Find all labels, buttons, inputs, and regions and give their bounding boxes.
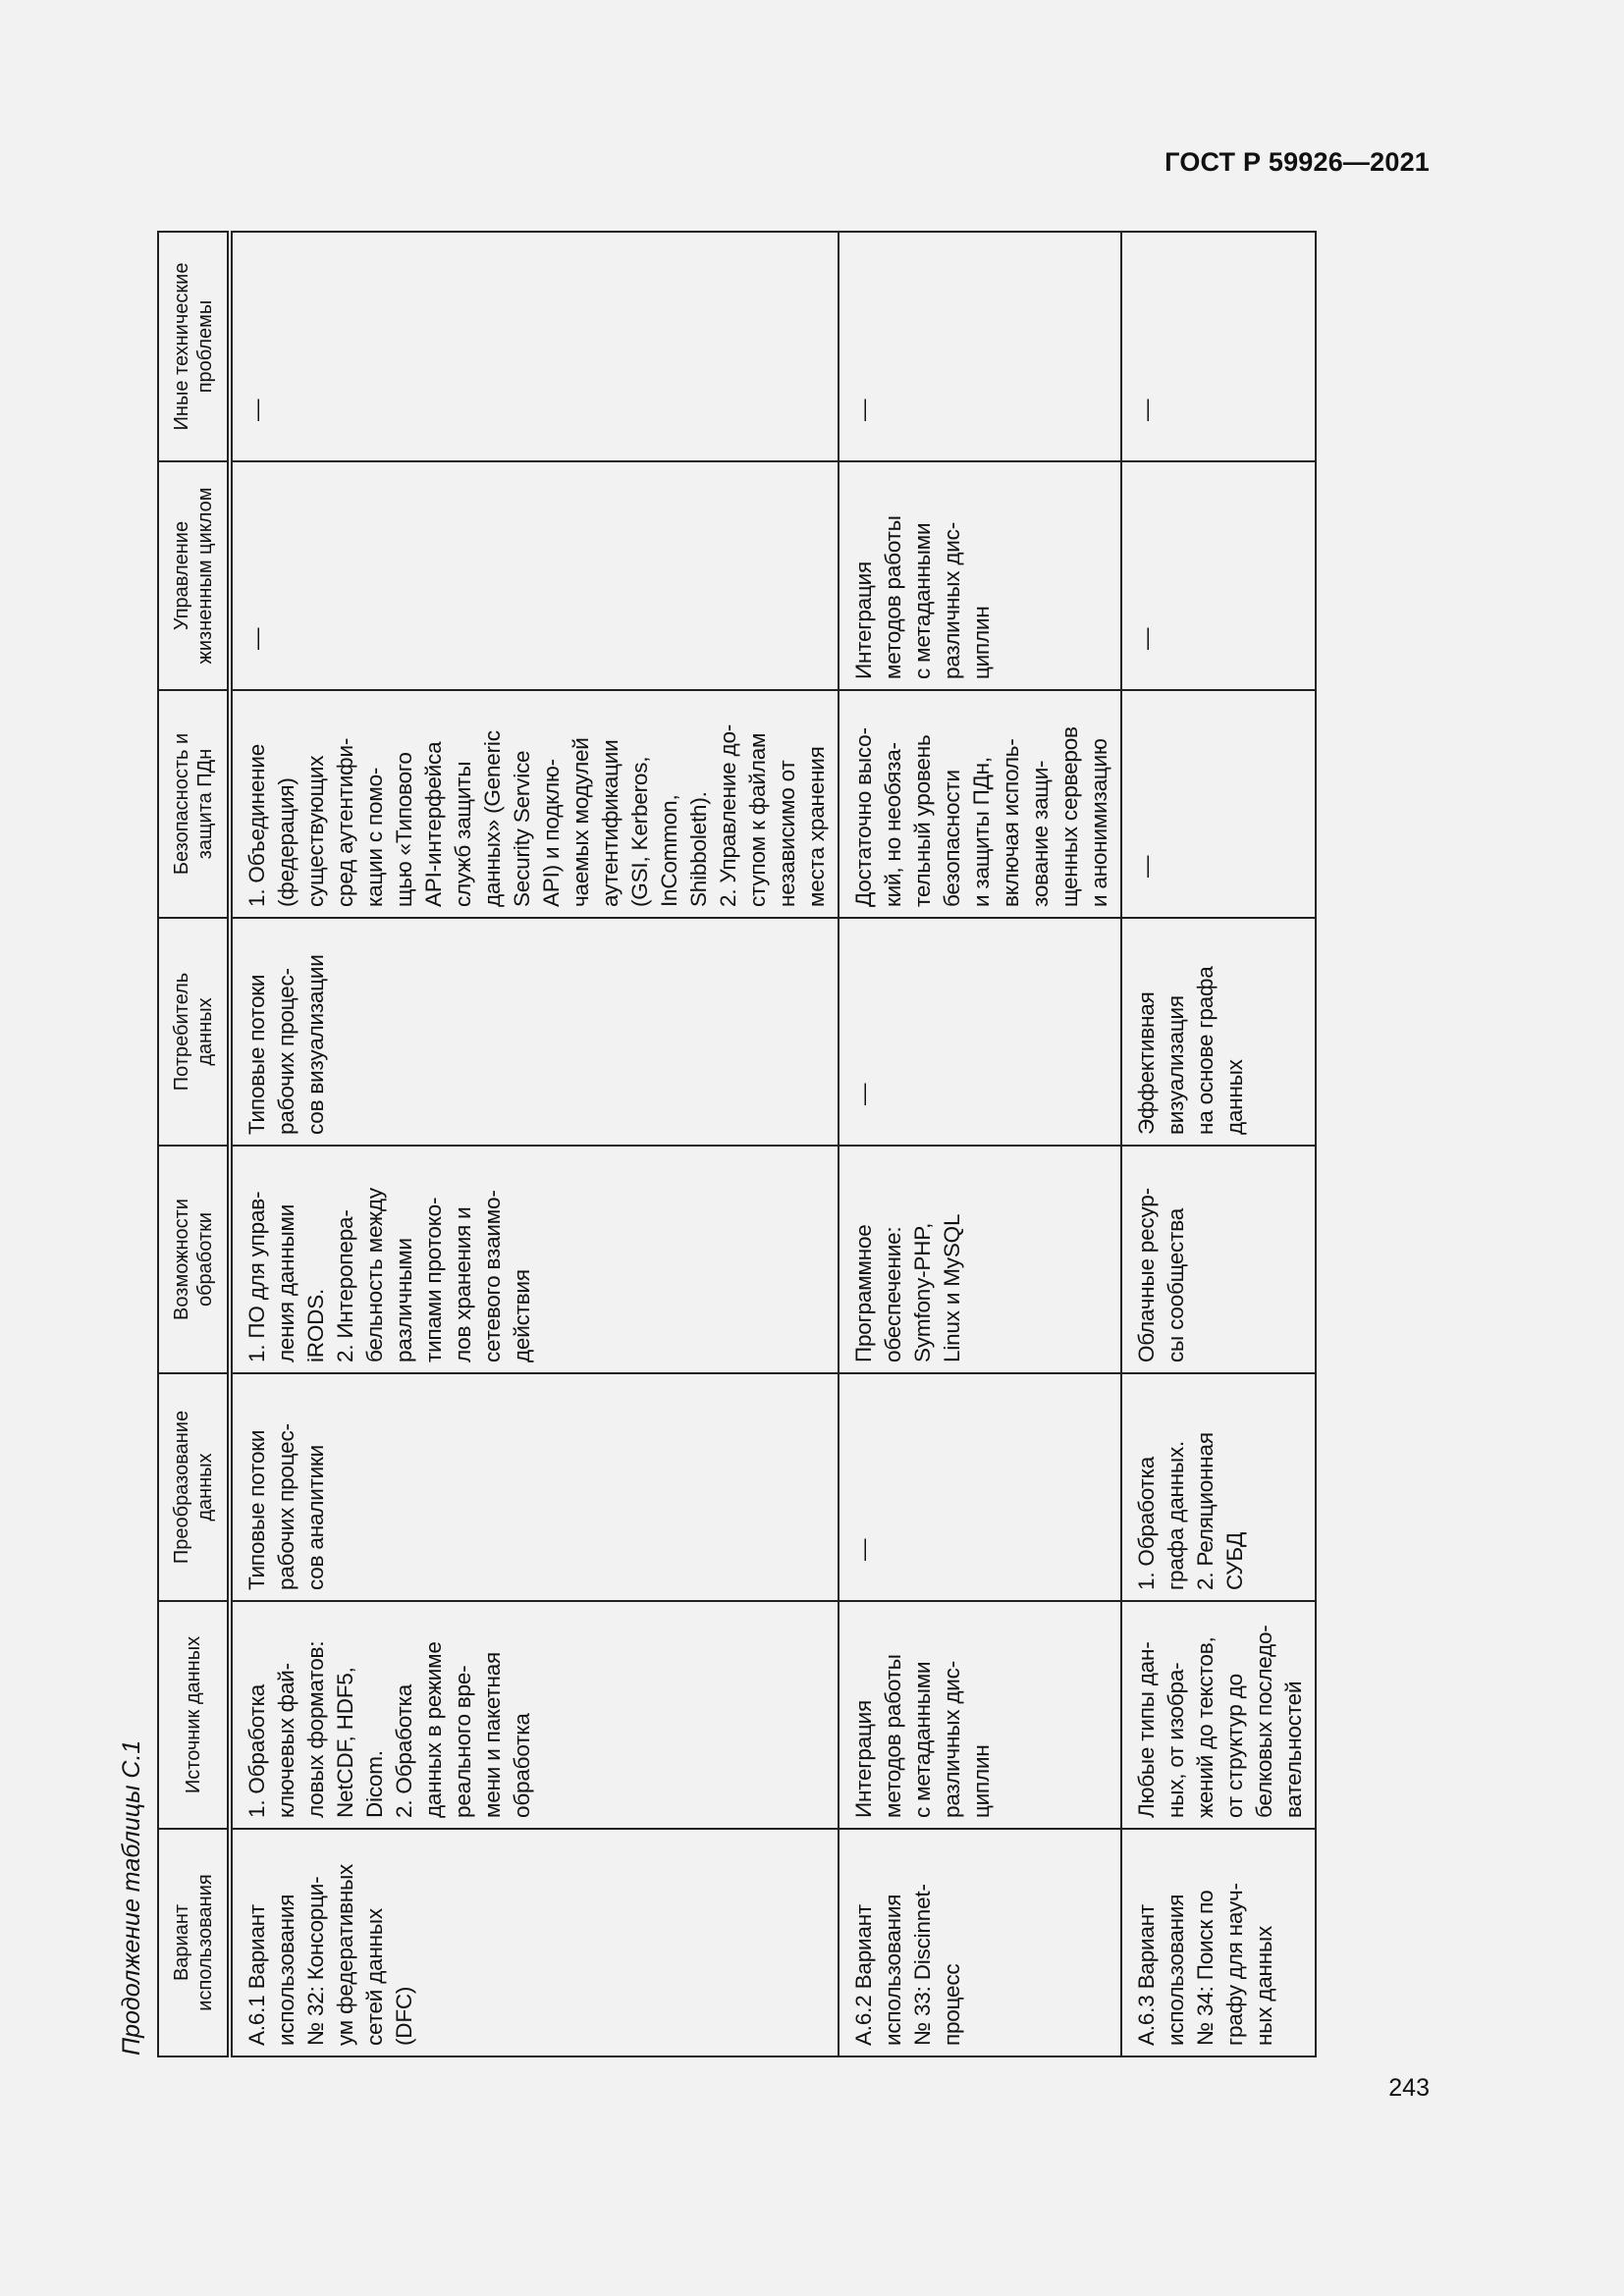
table-cell-other-technical-issues: —	[839, 232, 1121, 461]
column-header-security-privacy: Безопасность и защита ПДн	[158, 690, 230, 918]
table-cell-data-source: Любые типы дан- ных, от изобра- жений до текстов, от структур до белковых последо- вательностей	[1121, 1601, 1316, 1829]
column-header-use-case: Вариант использования	[158, 1829, 230, 2056]
table-row	[230, 232, 839, 2056]
table-cell-lifecycle-management: —	[1121, 461, 1316, 690]
table-cell-lifecycle-management: Интеграция методов работы с метаданными различных дис- циплин	[839, 461, 1121, 690]
table-cell-other-technical-issues: —	[1121, 232, 1316, 461]
column-header-other-technical-issues: Иные технические проблемы	[158, 232, 230, 461]
table-cell-lifecycle-management: —	[230, 461, 839, 690]
use-case-table	[157, 231, 1317, 2057]
table-cell-processing-capabilities: Программное обеспечение: Symfony-PHP, Linux и MySQL	[839, 1146, 1121, 1373]
table-cell-data-consumer: —	[839, 918, 1121, 1146]
table-cell-use-case: А.6.2 Вариант использования № 33: Discinnet- процесс	[839, 1829, 1121, 2056]
page-number: 243	[1388, 2074, 1430, 2102]
table-cell-data-transformation: Типовые потоки рабочих процес- сов аналитики	[230, 1373, 839, 1601]
column-header-lifecycle-management: Управление жизненным циклом	[158, 461, 230, 690]
column-header-processing-capabilities: Возможности обработки	[158, 1146, 230, 1373]
document-code: ГОСТ Р 59926—2021	[1164, 147, 1430, 177]
table-cell-security-privacy: —	[1121, 690, 1316, 918]
table-cell-data-consumer: Типовые потоки рабочих процес- сов визуализации	[230, 918, 839, 1146]
rotated-table-container	[157, 233, 1306, 2057]
table-cell-data-source: Интеграция методов работы с метаданными различных дис- циплин	[839, 1601, 1121, 1829]
table-cell-processing-capabilities: Облачные ресур- сы сообщества	[1121, 1146, 1316, 1373]
table-cell-data-transformation: —	[839, 1373, 1121, 1601]
table-cell-use-case: А.6.1 Вариант использования № 32: Консорци- ум федеративных сетей данных (DFC)	[230, 1829, 839, 2056]
table-header-row	[158, 232, 230, 2056]
table-continuation-caption: Продолжение таблицы С.1	[118, 1739, 145, 2056]
table-cell-other-technical-issues: —	[230, 232, 839, 461]
column-header-data-source: Источник данных	[158, 1601, 230, 1829]
column-header-data-transformation: Преобразование данных	[158, 1373, 230, 1601]
table-row	[1121, 232, 1316, 2056]
table-cell-data-transformation: 1. Обработка графа данных. 2. Реляционная СУБД	[1121, 1373, 1316, 1601]
table-cell-data-source: 1. Обработка ключевых фай- ловых форматов: NetCDF, HDF5, Dicom. 2. Обработка данных в режиме реального вре- мени и пакетная обработка	[230, 1601, 839, 1829]
table-cell-security-privacy: 1. Объединение (федерация) существующих сред аутентифи- кации с помо- щью «Типового API-интерфейса служб защиты данных» (Generic Security Service API) и подклю- чаемых модулей аутентификации (GSI, Kerberos, InCommon, Shibboleth). 2. Управление до- ступом к файлам независимо от места хранения	[230, 690, 839, 918]
table-cell-data-consumer: Эффективная визуализация на основе графа данных	[1121, 918, 1316, 1146]
table-cell-processing-capabilities: 1. ПО для управ- ления данными iRODS. 2. Интеропера- бельность между различными типами протоко- лов хранения и сетевого взаимо- действия	[230, 1146, 839, 1373]
table-cell-security-privacy: Достаточно высо- кий, но необяза- тельный уровень безопасности и защиты ПДн, включая исполь- зование защи- щенных серверов и анонимизацию	[839, 690, 1121, 918]
table-cell-use-case: А.6.3 Вариант использования № 34: Поиск по графу для науч- ных данных	[1121, 1829, 1316, 2056]
table-row	[839, 232, 1121, 2056]
column-header-data-consumer: Потребитель данных	[158, 918, 230, 1146]
